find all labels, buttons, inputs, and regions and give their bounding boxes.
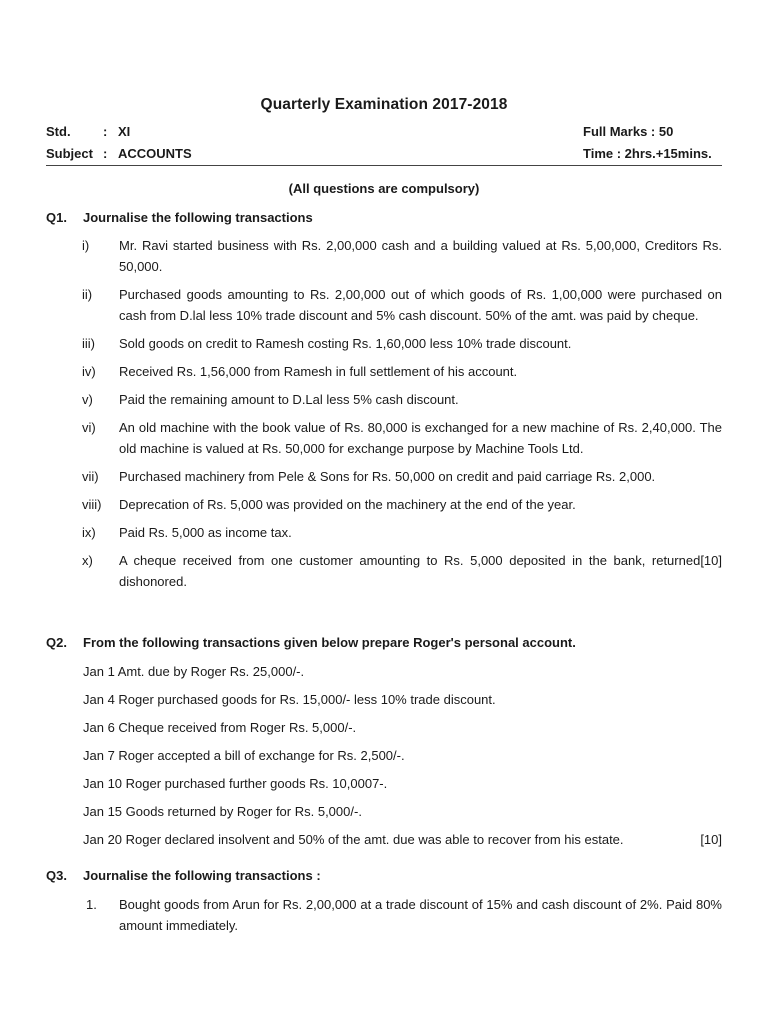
- item-text: Purchased machinery from Pele & Sons for Rs. 50,000 on credit and paid carriage Rs. 2,000.: [119, 469, 656, 484]
- item-number: iv): [82, 364, 96, 379]
- list-item: [82, 894, 722, 936]
- list-item: Jan 15 Goods returned by Roger for Rs. 5,000/-.: [83, 804, 362, 819]
- item-text: Paid the remaining amount to D.Lal less 5% cash discount.: [119, 392, 459, 407]
- subject-label: Subject: [46, 146, 93, 161]
- q2-heading-text: From the following transactions given below prepare Roger's personal account.: [83, 635, 576, 650]
- list-item: [82, 466, 722, 487]
- std-separator: :: [103, 124, 108, 139]
- item-number: x): [82, 553, 93, 568]
- item-text: Received Rs. 1,56,000 from Ramesh in full settlement of his account.: [119, 364, 518, 379]
- list-item: [82, 550, 722, 592]
- list-item: [82, 284, 722, 326]
- list-item: [82, 333, 722, 354]
- list-item: [82, 235, 722, 277]
- q2-list: [83, 661, 722, 857]
- list-item: [83, 829, 722, 850]
- item-number: ii): [82, 287, 93, 302]
- list-item: Jan 10 Roger purchased further goods Rs. 10,0007-.: [83, 776, 388, 791]
- item-number: 1.: [86, 897, 97, 912]
- q3-list: [82, 894, 722, 943]
- item-number: v): [82, 392, 93, 407]
- q1-list: [82, 235, 722, 599]
- item-text: Bought goods from Arun for Rs. 2,00,000 at a trade discount of 15% and cash discount of 2%. Paid 80% amount immediately.: [119, 897, 722, 933]
- item-text: An old machine with the book value of Rs. 80,000 is exchanged for a new machine of Rs. 2,40,000. The old machine is valued at Rs. 50,000 for exchange purpose by Machine Tools Ltd.: [119, 420, 722, 456]
- list-item: Jan 6 Cheque received from Roger Rs. 5,000/-.: [83, 720, 357, 735]
- list-item: Jan 1 Amt. due by Roger Rs. 25,000/-.: [83, 664, 305, 679]
- item-text: Deprecation of Rs. 5,000 was provided on the machinery at the end of the year.: [119, 497, 576, 512]
- item-number: vii): [82, 469, 99, 484]
- std-value: XI: [118, 124, 131, 139]
- subject-separator: :: [103, 146, 108, 161]
- std-row: [46, 124, 71, 139]
- item-text: Jan 20 Roger declared insolvent and 50% of the amt. due was able to recover from his estate.: [83, 832, 624, 847]
- q1-marks: [10]: [700, 553, 722, 568]
- q2-number: Q2.: [46, 635, 67, 650]
- item-text: Mr. Ravi started business with Rs. 2,00,000 cash and a building valued at Rs. 5,00,000, Creditors Rs. 50,000.: [119, 238, 722, 274]
- header-divider: [46, 165, 722, 166]
- q3-heading: [46, 868, 321, 883]
- item-number: iii): [82, 336, 95, 351]
- list-item: Jan 7 Roger accepted a bill of exchange for Rs. 2,500/-.: [83, 748, 405, 763]
- q2-marks: [10]: [700, 832, 722, 847]
- item-text: A cheque received from one customer amounting to Rs. 5,000 deposited in the bank, returned dishonored.: [119, 553, 701, 589]
- subject-value: ACCOUNTS: [118, 146, 192, 161]
- instructions: (All questions are compulsory): [288, 181, 480, 196]
- list-item: [82, 417, 722, 459]
- list-item: Jan 4 Roger purchased goods for Rs. 15,000/- less 10% trade discount.: [83, 692, 496, 707]
- item-text: Sold goods on credit to Ramesh costing Rs. 1,60,000 less 10% trade discount.: [119, 336, 572, 351]
- q2-heading: [46, 635, 576, 650]
- item-number: viii): [82, 497, 102, 512]
- list-item: [82, 522, 722, 543]
- q1-heading-text: Journalise the following transactions: [83, 210, 313, 225]
- list-item: [82, 494, 722, 515]
- std-label: Std.: [46, 124, 71, 139]
- item-text: Purchased goods amounting to Rs. 2,00,000 out of which goods of Rs. 1,00,000 were purchased on cash from D.lal less 10% trade discount and 5% cash discount. 50% of the amt. was paid by cheque.: [119, 287, 722, 323]
- q3-heading-text: Journalise the following transactions :: [83, 868, 321, 883]
- full-marks: Full Marks : 50: [583, 124, 674, 139]
- page-title: Quarterly Examination 2017-2018: [260, 96, 508, 113]
- item-text: Paid Rs. 5,000 as income tax.: [119, 525, 292, 540]
- item-number: i): [82, 238, 90, 253]
- q1-number: Q1.: [46, 210, 67, 225]
- item-number: ix): [82, 525, 96, 540]
- list-item: [82, 389, 722, 410]
- q3-number: Q3.: [46, 868, 67, 883]
- list-item: [82, 361, 722, 382]
- q1-heading: [46, 210, 313, 225]
- item-number: vi): [82, 420, 96, 435]
- time-allowed: Time : 2hrs.+15mins.: [583, 146, 712, 161]
